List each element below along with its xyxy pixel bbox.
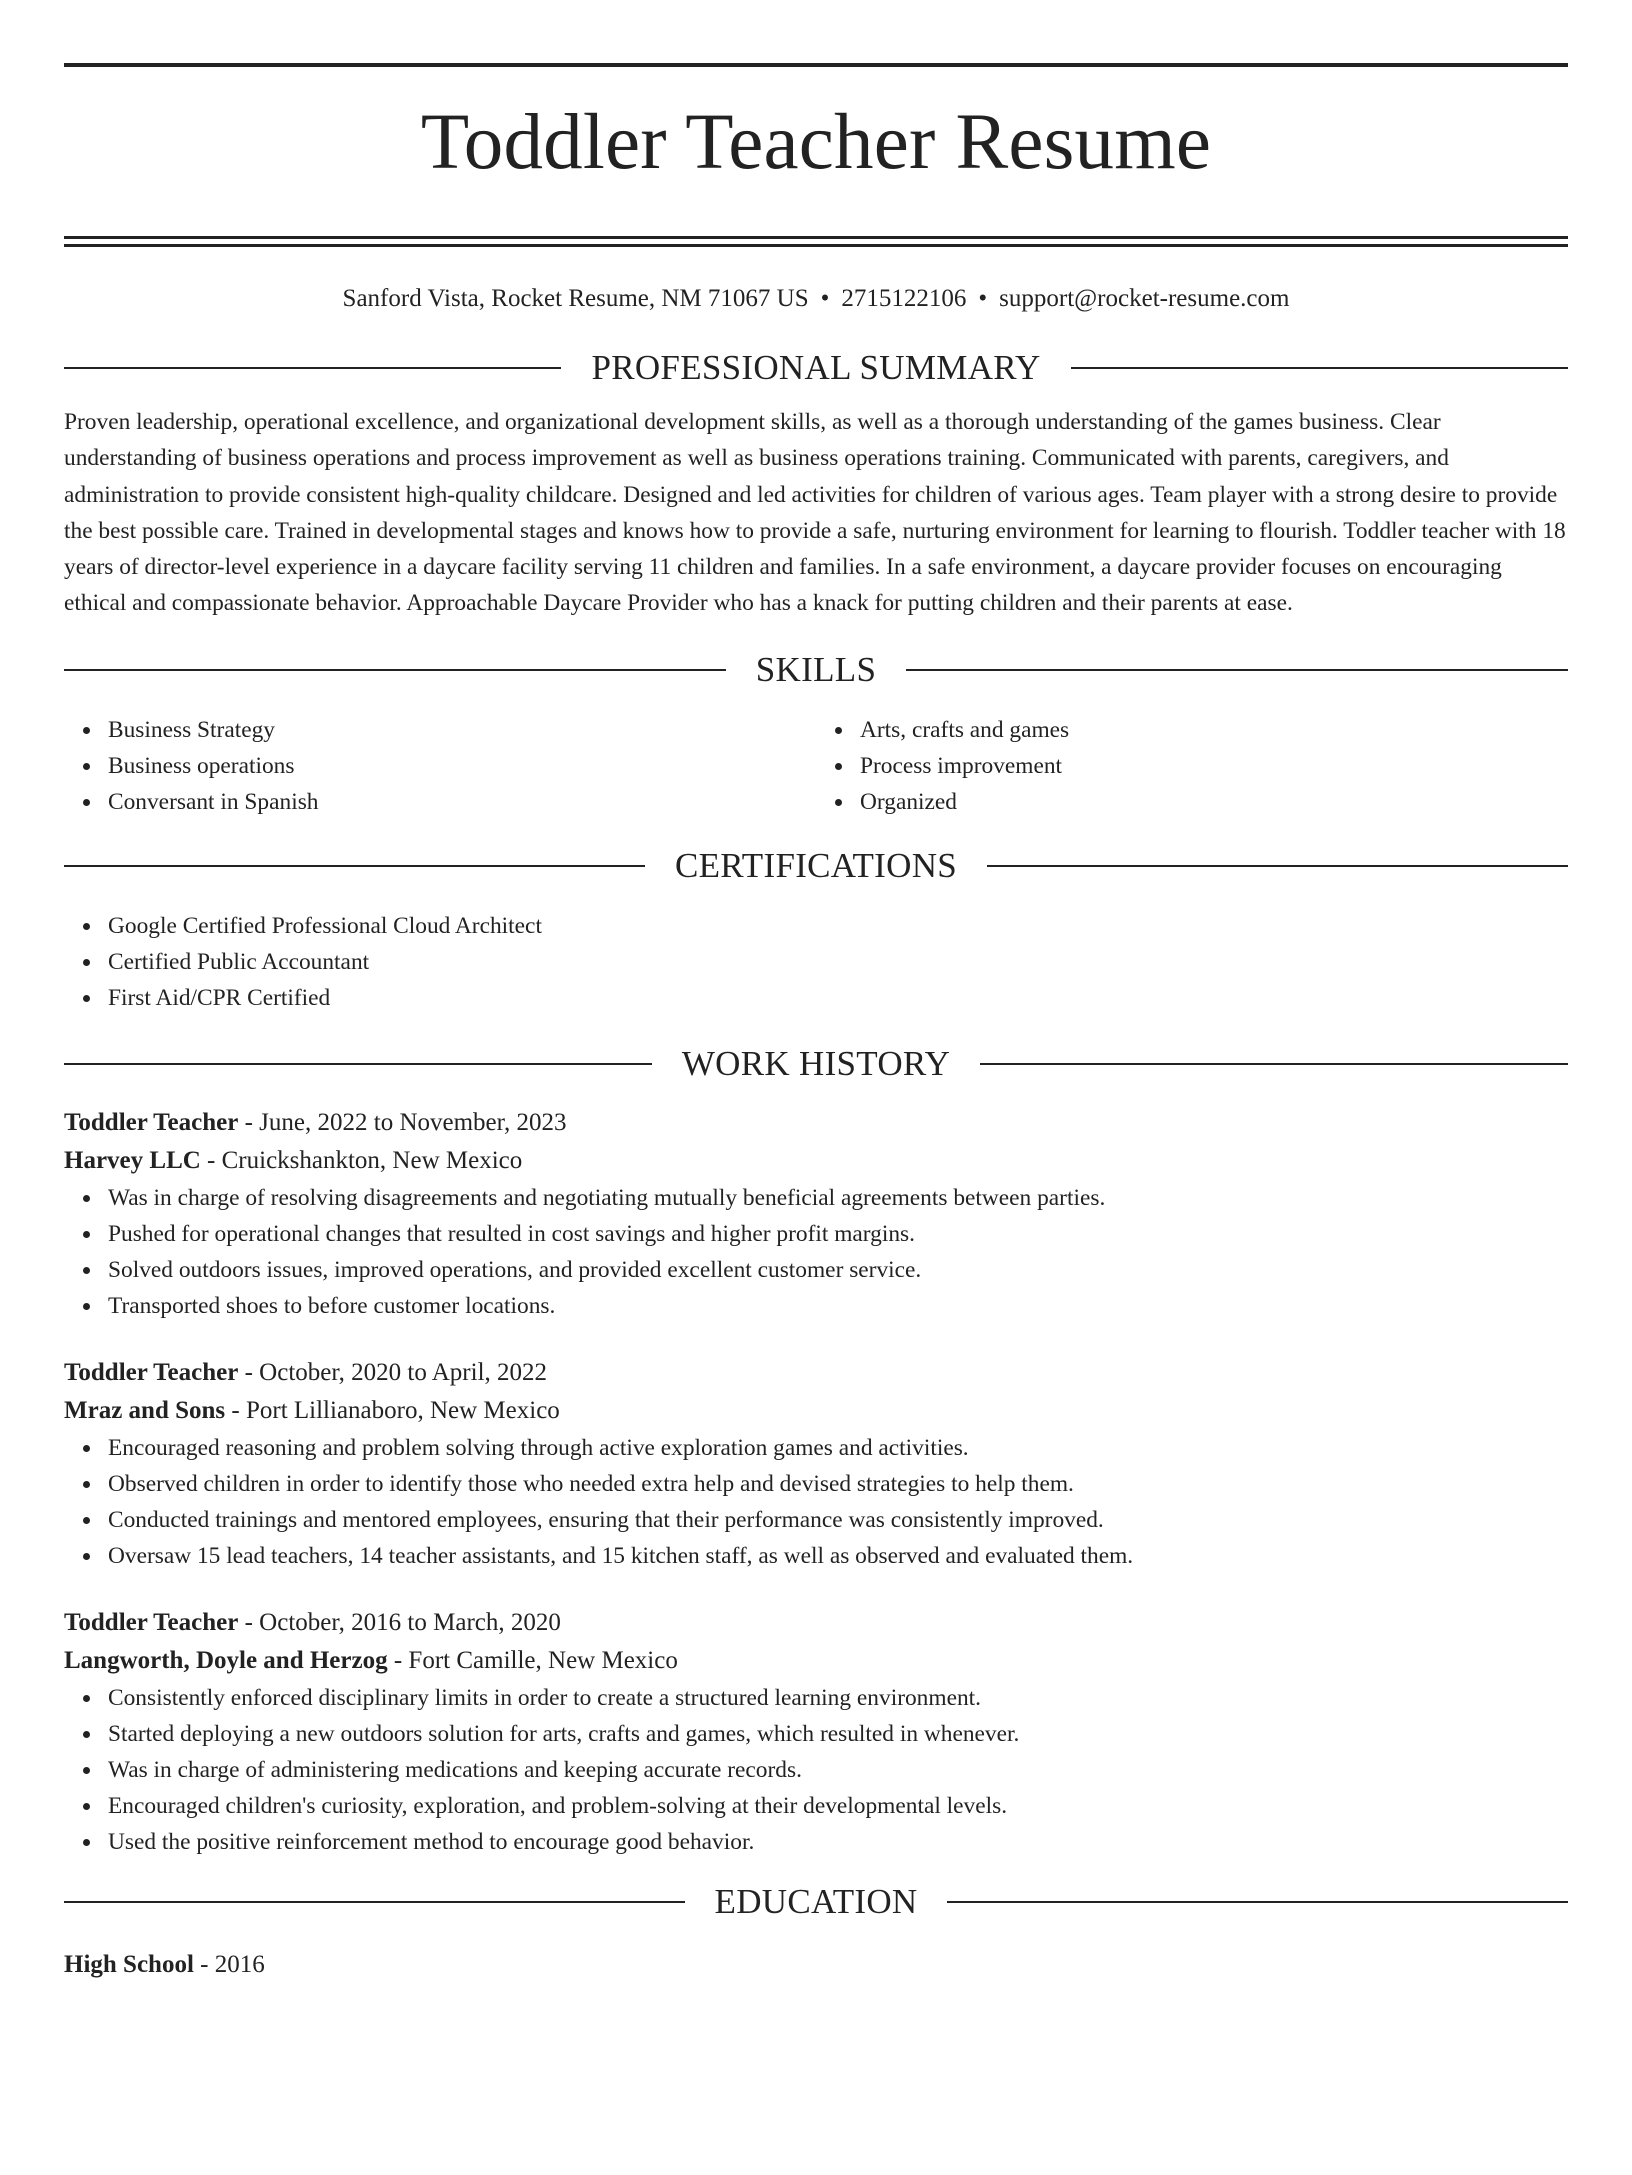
heading-rule [906, 669, 1568, 671]
heading-rule [987, 865, 1568, 867]
certifications-heading [64, 846, 1568, 886]
skill-item: Business Strategy [108, 712, 816, 748]
job-company: Langworth, Doyle and Herzog [64, 1646, 388, 1674]
job-bullet: Solved outdoors issues, improved operations, and provided excellent customer service. [108, 1252, 1568, 1288]
heading-rule [64, 669, 726, 671]
certifications-list [64, 908, 1568, 1016]
job-location: - Fort Camille, New Mexico [387, 1646, 678, 1674]
contact-phone[interactable]: 2715122106 [841, 284, 967, 312]
job-dates: - October, 2016 to March, 2020 [238, 1608, 561, 1636]
job-title: Toddler Teacher [64, 1108, 239, 1136]
contact-email[interactable]: support@rocket-resume.com [999, 284, 1290, 312]
contact-address: Sanford Vista, Rocket Resume, NM 71067 US [342, 284, 809, 312]
job-bullet: Consistently enforced disciplinary limits in order to create a structured learning environment. [108, 1680, 1568, 1716]
skills-list [64, 712, 1568, 820]
job-bullet: Transported shoes to before customer locations. [108, 1288, 1568, 1324]
work-heading [64, 1044, 1568, 1084]
top-rule [64, 63, 1568, 67]
job-bullets [64, 1680, 1568, 1860]
skill-item: Arts, crafts and games [860, 712, 1568, 748]
certification-item: Certified Public Accountant [108, 944, 1568, 980]
summary-heading-label: PROFESSIONAL SUMMARY [591, 347, 1041, 387]
job-bullet: Encouraged children's curiosity, exploration, and problem-solving at their developmental levels. [108, 1788, 1568, 1824]
education-heading-label: EDUCATION [714, 1881, 918, 1921]
heading-rule [64, 367, 561, 369]
job-entry [64, 1604, 1568, 1860]
contact-line [64, 284, 1568, 314]
job-bullet: Encouraged reasoning and problem solving through active exploration games and activities. [108, 1430, 1568, 1466]
heading-rule [947, 1901, 1568, 1903]
summary-text: Proven leadership, operational excellence, and organizational development skills, as well as a thorough understanding of the games business. Clear understanding of business operations and process improvement as well as business operations training. Communicated with parents, caregivers, and administration to provide consistent high-quality childcare. Designed and led activities for children of various ages. Team player with a strong desire to provide the best possible care. Trained in developmental stages and knows how to provide a safe, nurturing environment for learning to flourish. Toddler teacher with 18 years of director-level experience in a daycare facility serving 11 children and families. In a safe environment, a daycare provider focuses on encouraging ethical and compassionate behavior. Approachable Daycare Provider who has a knack for putting children and their parents at ease. [64, 408, 1566, 617]
job-company: Mraz and Sons [64, 1396, 226, 1424]
resume-page [0, 63, 1632, 2175]
heading-rule [980, 1063, 1568, 1065]
job-bullet: Was in charge of administering medications and keeping accurate records. [108, 1752, 1568, 1788]
job-entry [64, 1104, 1568, 1324]
education-year: - 2016 [193, 1950, 265, 1978]
job-location: - Port Lillianaboro, New Mexico [225, 1396, 560, 1424]
certification-item: Google Certified Professional Cloud Architect [108, 908, 1568, 944]
job-bullet: Started deploying a new outdoors solution for arts, crafts and games, which resulted in whenever. [108, 1716, 1568, 1752]
education-heading [64, 1882, 1568, 1922]
job-bullet: Pushed for operational changes that resulted in cost savings and higher profit margins. [108, 1216, 1568, 1252]
job-company-line [64, 1642, 1568, 1680]
job-title: Toddler Teacher [64, 1608, 239, 1636]
page-title: Toddler Teacher Resume [420, 99, 1212, 186]
job-location: - Cruickshankton, New Mexico [200, 1146, 523, 1174]
job-bullet: Oversaw 15 lead teachers, 14 teacher assistants, and 15 kitchen staff, as well as observed and evaluated them. [108, 1538, 1568, 1574]
certification-item: First Aid/CPR Certified [108, 980, 1568, 1016]
job-bullet: Observed children in order to identify those who needed extra help and devised strategies to help them. [108, 1466, 1568, 1502]
job-company-line [64, 1142, 1568, 1180]
job-company: Harvey LLC [64, 1146, 201, 1174]
skill-item: Process improvement [860, 748, 1568, 784]
education-degree: High School [64, 1950, 194, 1978]
skill-item: Business operations [108, 748, 816, 784]
contact-separator: • [978, 284, 988, 312]
skills-heading-label: SKILLS [755, 649, 877, 689]
title-double-rule [64, 236, 1568, 247]
education-entry [64, 1946, 1568, 1984]
certifications-heading-label: CERTIFICATIONS [674, 845, 958, 885]
job-title-line [64, 1104, 1568, 1142]
job-bullets [64, 1180, 1568, 1324]
job-dates: - October, 2020 to April, 2022 [238, 1358, 548, 1386]
skills-heading [64, 650, 1568, 690]
job-title: Toddler Teacher [64, 1358, 239, 1386]
job-entry [64, 1354, 1568, 1574]
heading-rule [64, 1901, 685, 1903]
skill-item: Conversant in Spanish [108, 784, 816, 820]
contact-separator: • [820, 284, 830, 312]
job-title-line [64, 1354, 1568, 1392]
skills-column-right [816, 712, 1568, 820]
summary-heading [64, 348, 1568, 388]
job-bullets [64, 1430, 1568, 1574]
work-heading-label: WORK HISTORY [681, 1043, 951, 1083]
heading-rule [64, 865, 645, 867]
job-bullet: Used the positive reinforcement method to encourage good behavior. [108, 1824, 1568, 1860]
heading-rule [1071, 367, 1568, 369]
job-bullet: Was in charge of resolving disagreements and negotiating mutually beneficial agreements between parties. [108, 1180, 1568, 1216]
skills-column-left [64, 712, 816, 820]
job-bullet: Conducted trainings and mentored employees, ensuring that their performance was consistently improved. [108, 1502, 1568, 1538]
job-dates: - June, 2022 to November, 2023 [238, 1108, 567, 1136]
job-company-line [64, 1392, 1568, 1430]
skill-item: Organized [860, 784, 1568, 820]
heading-rule [64, 1063, 652, 1065]
job-title-line [64, 1604, 1568, 1642]
